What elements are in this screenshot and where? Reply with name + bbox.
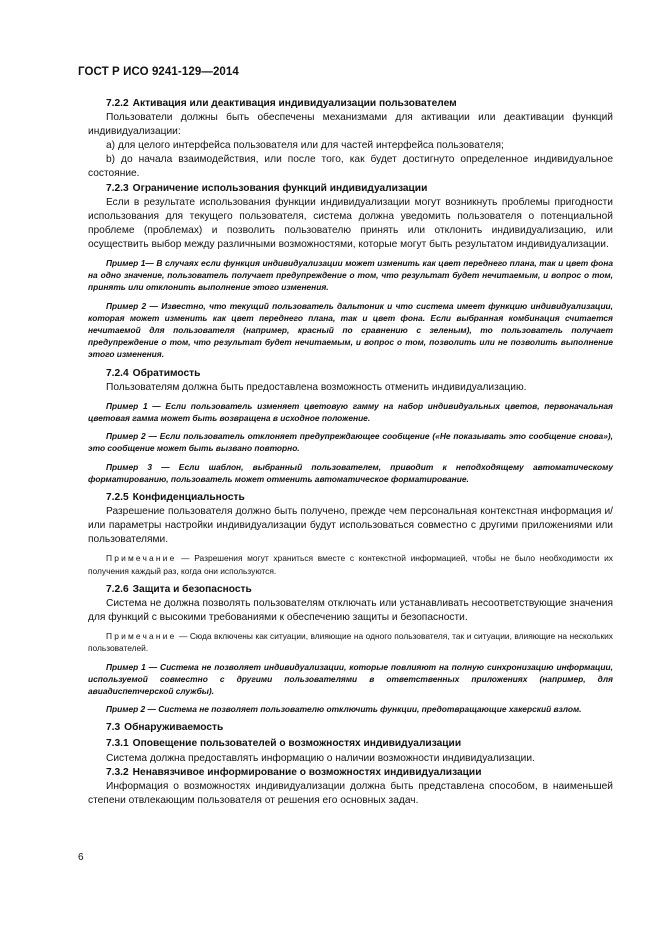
section-number: 7.3.2 — [106, 766, 129, 778]
paragraph: Система не должна позволять пользователям отключать или устанавливать несоответствующие значения для функций с высокими требованиями к обеспечению защиты и безопасности. — [88, 597, 613, 624]
section-number: 7.2.2 — [106, 98, 129, 109]
note-label: Примечание — [106, 553, 177, 564]
section-number: 7.3 — [106, 722, 121, 734]
paragraph: Разрешение пользователя должно быть получено, прежде чем персональная контекстная информация и/или параметры настройки индивидуализации будут использоваться совместно с другими приложениями или пользователями. — [88, 506, 613, 546]
section-number: 7.2.6 — [106, 583, 129, 595]
example-1: Пример 1 — Система не позволяет индивидуализации, которые повлияют на полную синхронизацию информации, используемой совместно с другими пользователями в ответственных приложениях (например, для авиадиспетчерской службы). — [88, 661, 613, 696]
heading-7-2-4 — [88, 367, 613, 381]
note-text: — Сюда включены как ситуации, влияющие на одного пользователя, так и ситуации, влияющие на нескольких пользователей. — [88, 631, 613, 654]
example-1: Пример 1— В случаях если функция индивидуализации может изменить как цвет переднего плана, так и цвет фона на одно значение, пользователь получает предупреждение о том, что результат будет нечитаемым, и вопрос о том, принять или отклонить выполнение этого изменения. — [88, 258, 613, 293]
heading-7-3 — [88, 721, 613, 735]
paragraph: Пользователи должны быть обеспечены механизмами для активации или деактивации функций индивидуализации: — [88, 112, 613, 138]
note-label: Примечание — [106, 631, 177, 642]
note — [88, 552, 613, 576]
section-title: Конфиденциальность — [132, 492, 245, 504]
example-2: Пример 2 — Если пользователь отклоняет предупреждающее сообщение («Не показывать это сообщение снова»), это сообщение может быть вызвано повторно. — [88, 431, 613, 454]
example-1: Пример 1 — Если пользователь изменяет цветовую гамму на набор индивидуальных цветов, первоначальная цветовая гамма может быть возвращена в исходное положение. — [88, 400, 613, 424]
heading-7-2-3 — [88, 182, 613, 196]
example-2: Пример 2 — Известно, что текущий пользователь дальтоник и что система имеет функцию индивидуализации, которая может изменить как цвет переднего плана, так и цвет фона. Если выбранная комбинация считается нечитаемой для пользователя (например, красный по сравнению с зеленым), то пользователь получает предупреждение о том, что результат будет нечитаемым, и вопрос о том, позволить или не позволить выполнение этого изменения. — [88, 300, 613, 360]
section-title: Обратимость — [132, 367, 201, 379]
paragraph: Если в результате использования функции индивидуализации могут возникнуть проблемы пригодности использования для текущего пользователя, система должна уведомить пользователя о потенциальной проблеме (проблемах) и позволить пользователю принять или отклонить индивидуализацию, или осуществить выбор между различными возможностями, которые могут быть результатом индивидуализации. — [88, 196, 613, 250]
heading-7-2-2 — [88, 97, 613, 111]
section-title: Обнаруживаемость — [124, 722, 224, 734]
note-text: — Разрешения могут храниться вместе с контекстной информацией, чтобы не было необходимости их получения каждый раз, когда они используются. — [88, 553, 613, 576]
paragraph: Информация о возможностях индивидуализации должна быть представлена способом, в наименьшей степени отвлекающим пользователя от решения его основных задач. — [88, 780, 613, 806]
page-number: 6 — [78, 852, 84, 863]
heading-7-3-2 — [88, 766, 613, 780]
paragraph: Пользователям должна быть предоставлена возможность отменить индивидуализацию. — [106, 381, 527, 393]
example-3: Пример 3 — Если шаблон, выбранный пользователем, приводит к неподходящему автоматическому форматированию, пользователь может отменить автоматическое форматирование. — [88, 461, 613, 484]
list-item-a: a) для целого интерфейса пользователя или для частей интерфейса пользователя; — [106, 140, 504, 152]
example-2: Пример 2 — Система не позволяет пользователю отключить функции, предотвращающие хакерский взлом. — [106, 704, 582, 715]
standard-header: ГОСТ Р ИСО 9241-129—2014 — [78, 66, 239, 78]
section-title: Оповещение пользователей о возможностях индивидуализации — [132, 738, 462, 750]
section-number: 7.2.4 — [106, 367, 129, 379]
section-title: Ограничение использования функций индивидуализации — [132, 182, 428, 194]
section-number: 7.2.3 — [106, 182, 129, 194]
section-title: Активация или деактивация индивидуализации пользователем — [132, 98, 457, 109]
document-body — [88, 97, 613, 808]
heading-7-2-5 — [88, 491, 613, 505]
heading-7-2-6 — [88, 583, 613, 597]
section-number: 7.2.5 — [106, 492, 129, 504]
section-number: 7.3.1 — [106, 738, 129, 750]
note — [88, 630, 613, 654]
paragraph: Система должна предоставлять информацию о наличии возможности индивидуализации. — [106, 752, 535, 764]
section-title: Защита и безопасность — [132, 583, 252, 595]
heading-7-3-1 — [88, 737, 613, 751]
section-title: Ненавязчивое информирование о возможностях индивидуализации — [132, 766, 482, 778]
list-item-b: b) до начала взаимодействия, или после того, как будет достигнуто определенное индивидуальное состояние. — [88, 154, 613, 180]
